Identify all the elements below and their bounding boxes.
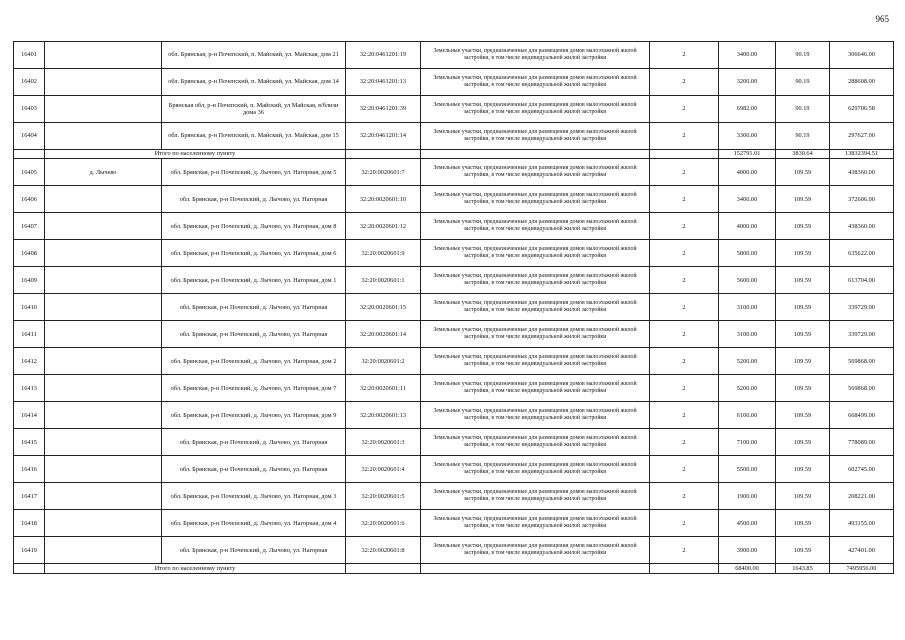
cadastral-value-cell: 629706.58 <box>830 96 894 123</box>
address-cell: обл. Брянская, р-н Почепский, п. Майский, ул. Майская, дом 14 <box>162 69 346 96</box>
settlement-cell <box>45 186 162 213</box>
row-number-cell: 16404 <box>14 123 45 150</box>
row-number-cell: 16405 <box>14 159 45 186</box>
settlement-cell <box>45 42 162 69</box>
subtotal-empty-cell <box>650 150 719 159</box>
cadastral-value-cell: 668499.00 <box>830 402 894 429</box>
cadastral-value-cell: 306646.00 <box>830 42 894 69</box>
address-cell: обл. Брянская, р-н Почепский, д. Лычово, ул. Нагорная, дом 1 <box>162 267 346 294</box>
rate-cell: 90.19 <box>776 123 830 150</box>
category-code-cell: 2 <box>650 96 719 123</box>
cadastral-value-cell: 778089.00 <box>830 429 894 456</box>
cadastral-number-cell: 32:20:0020601:11 <box>346 375 421 402</box>
rate-cell: 109.59 <box>776 186 830 213</box>
cadastral-number-cell: 32:20:0020601:3 <box>346 429 421 456</box>
table-row <box>14 96 894 123</box>
cadastral-number-cell: 32:20:0020601:13 <box>346 402 421 429</box>
settlement-cell <box>45 483 162 510</box>
row-number-cell: 16419 <box>14 537 45 564</box>
table-row <box>14 159 894 186</box>
area-cell: 5800.00 <box>719 240 776 267</box>
land-purpose-cell: Земельные участки, предназначенные для размещения домов малоэтажной жилой застройки, в том числе индивидуальной жилой застройки <box>421 123 650 150</box>
row-number-cell: 16406 <box>14 186 45 213</box>
area-cell: 5200.00 <box>719 375 776 402</box>
cadastral-value-cell: 602745.00 <box>830 456 894 483</box>
address-cell: обл. Брянская, р-н Почепский, д. Лычово, ул. Нагорная, дом 7 <box>162 375 346 402</box>
cadastral-value-cell: 493155.00 <box>830 510 894 537</box>
land-purpose-cell: Земельные участки, предназначенные для размещения домов малоэтажной жилой застройки, в том числе индивидуальной жилой застройки <box>421 186 650 213</box>
area-cell: 4500.00 <box>719 510 776 537</box>
land-purpose-cell: Земельные участки, предназначенные для размещения домов малоэтажной жилой застройки, в том числе индивидуальной жилой застройки <box>421 159 650 186</box>
rate-cell: 109.59 <box>776 537 830 564</box>
land-purpose-cell: Земельные участки, предназначенные для размещения домов малоэтажной жилой застройки, в том числе индивидуальной жилой застройки <box>421 69 650 96</box>
subtotal-spacer-cell <box>14 150 45 159</box>
category-code-cell: 2 <box>650 294 719 321</box>
rate-cell: 90.19 <box>776 42 830 69</box>
cadastral-number-cell: 32:20:0461201:39 <box>346 96 421 123</box>
table-row <box>14 375 894 402</box>
category-code-cell: 2 <box>650 375 719 402</box>
cadastral-number-cell: 32:20:0020601:15 <box>346 294 421 321</box>
subtotal-label: Итого по населенному пункту <box>45 564 346 573</box>
row-number-cell: 16418 <box>14 510 45 537</box>
category-code-cell: 2 <box>650 69 719 96</box>
rate-cell: 90.19 <box>776 69 830 96</box>
table-row <box>14 348 894 375</box>
rate-cell: 109.59 <box>776 348 830 375</box>
category-code-cell: 2 <box>650 429 719 456</box>
subtotal-row <box>14 150 894 159</box>
area-cell: 3400.00 <box>719 186 776 213</box>
rate-cell: 109.59 <box>776 483 830 510</box>
area-cell: 7100.00 <box>719 429 776 456</box>
area-cell: 3100.00 <box>719 321 776 348</box>
rate-cell: 109.59 <box>776 240 830 267</box>
area-cell: 5500.00 <box>719 456 776 483</box>
table-row <box>14 213 894 240</box>
rate-cell: 109.59 <box>776 159 830 186</box>
table-row <box>14 537 894 564</box>
table-row <box>14 294 894 321</box>
cadastral-number-cell: 32:20:0461201:13 <box>346 69 421 96</box>
category-code-cell: 2 <box>650 321 719 348</box>
subtotal-label: Итого по населенному пункту <box>45 150 346 159</box>
subtotal-empty-cell <box>421 150 650 159</box>
category-code-cell: 2 <box>650 186 719 213</box>
land-purpose-cell: Земельные участки, предназначенные для размещения домов малоэтажной жилой застройки, в том числе индивидуальной жилой застройки <box>421 537 650 564</box>
table-row <box>14 69 894 96</box>
row-number-cell: 16416 <box>14 456 45 483</box>
rate-cell: 109.59 <box>776 267 830 294</box>
settlement-cell <box>45 510 162 537</box>
address-cell: обл. Брянская, р-н Почепский, д. Лычово, ул. Нагорная <box>162 456 346 483</box>
row-number-cell: 16402 <box>14 69 45 96</box>
address-cell: обл. Брянская, р-н Почепский, п. Майский, ул. Майская, дом 21 <box>162 42 346 69</box>
land-purpose-cell: Земельные участки, предназначенные для размещения домов малоэтажной жилой застройки, в том числе индивидуальной жилой застройки <box>421 240 650 267</box>
land-purpose-cell: Земельные участки, предназначенные для размещения домов малоэтажной жилой застройки, в том числе индивидуальной жилой застройки <box>421 456 650 483</box>
cadastral-value-cell: 438360.00 <box>830 159 894 186</box>
settlement-cell <box>45 456 162 483</box>
table-row <box>14 123 894 150</box>
category-code-cell: 2 <box>650 510 719 537</box>
settlement-cell <box>45 537 162 564</box>
address-cell: обл. Брянская, р-н Почепский, д. Лычово, ул. Нагорная <box>162 537 346 564</box>
cadastral-value-cell: 569868.00 <box>830 375 894 402</box>
category-code-cell: 2 <box>650 123 719 150</box>
subtotal-empty-cell <box>421 564 650 573</box>
category-code-cell: 2 <box>650 402 719 429</box>
cadastral-value-cell: 288608.00 <box>830 69 894 96</box>
area-cell: 6982.00 <box>719 96 776 123</box>
rate-cell: 109.59 <box>776 429 830 456</box>
land-purpose-cell: Земельные участки, предназначенные для размещения домов малоэтажной жилой застройки, в том числе индивидуальной жилой застройки <box>421 213 650 240</box>
cadastral-value-cell: 372606.00 <box>830 186 894 213</box>
settlement-cell <box>45 123 162 150</box>
row-number-cell: 16410 <box>14 294 45 321</box>
subtotal-empty-cell <box>346 150 421 159</box>
land-purpose-cell: Земельные участки, предназначенные для размещения домов малоэтажной жилой застройки, в том числе индивидуальной жилой застройки <box>421 96 650 123</box>
area-cell: 1900.00 <box>719 483 776 510</box>
area-cell: 3900.00 <box>719 537 776 564</box>
land-purpose-cell: Земельные участки, предназначенные для размещения домов малоэтажной жилой застройки, в том числе индивидуальной жилой застройки <box>421 321 650 348</box>
category-code-cell: 2 <box>650 240 719 267</box>
row-number-cell: 16401 <box>14 42 45 69</box>
category-code-cell: 2 <box>650 267 719 294</box>
rate-cell: 90.19 <box>776 96 830 123</box>
cadastral-number-cell: 32:20:0020601:9 <box>346 240 421 267</box>
area-cell: 3200.00 <box>719 69 776 96</box>
cadastral-number-cell: 32:20:0020601:12 <box>346 213 421 240</box>
address-cell: обл. Брянская, р-н Почепский, д. Лычово, ул. Нагорная <box>162 294 346 321</box>
subtotal-area: 68400.00 <box>719 564 776 573</box>
address-cell: обл. Брянская, р-н Почепский, д. Лычово, ул. Нагорная <box>162 429 346 456</box>
cadastral-value-cell: 208221.00 <box>830 483 894 510</box>
area-cell: 4000.00 <box>719 159 776 186</box>
cadastral-number-cell: 32:20:0020601:8 <box>346 537 421 564</box>
address-cell: обл. Брянская, р-н Почепский, д. Лычово, ул. Нагорная, дом 9 <box>162 402 346 429</box>
address-cell: обл. Брянская, р-н Почепский, д. Лычово, ул. Нагорная, дом 6 <box>162 240 346 267</box>
row-number-cell: 16412 <box>14 348 45 375</box>
table-row <box>14 483 894 510</box>
category-code-cell: 2 <box>650 456 719 483</box>
row-number-cell: 16407 <box>14 213 45 240</box>
category-code-cell: 2 <box>650 213 719 240</box>
settlement-cell <box>45 240 162 267</box>
subtotal-value: 7495956.00 <box>830 564 894 573</box>
rate-cell: 109.59 <box>776 510 830 537</box>
category-code-cell: 2 <box>650 348 719 375</box>
land-purpose-cell: Земельные участки, предназначенные для размещения домов малоэтажной жилой застройки, в том числе индивидуальной жилой застройки <box>421 375 650 402</box>
rate-cell: 109.59 <box>776 213 830 240</box>
land-purpose-cell: Земельные участки, предназначенные для размещения домов малоэтажной жилой застройки, в том числе индивидуальной жилой застройки <box>421 402 650 429</box>
row-number-cell: 16417 <box>14 483 45 510</box>
cadastral-number-cell: 32:20:0020601:1 <box>346 267 421 294</box>
category-code-cell: 2 <box>650 537 719 564</box>
cadastral-number-cell: 32:20:0020601:7 <box>346 159 421 186</box>
address-cell: обл. Брянская, р-н Почепский, д. Лычово, ул. Нагорная, дом 2 <box>162 348 346 375</box>
rate-cell: 109.59 <box>776 321 830 348</box>
address-cell: обл. Брянская, р-н Почепский, д. Лычово, ул. Нагорная <box>162 321 346 348</box>
settlement-cell <box>45 213 162 240</box>
subtotal-spacer-cell <box>14 564 45 573</box>
address-cell: обл. Брянская, р-н Почепский, д. Лычово, ул. Нагорная, дом 8 <box>162 213 346 240</box>
cadastral-number-cell: 32:20:0020601:2 <box>346 348 421 375</box>
cadastral-value-cell: 339729.00 <box>830 294 894 321</box>
row-number-cell: 16415 <box>14 429 45 456</box>
cadastral-number-cell: 32:20:0020601:5 <box>346 483 421 510</box>
settlement-cell <box>45 69 162 96</box>
page-number: 965 <box>875 14 889 24</box>
address-cell: обл. Брянская, р-н Почепский, п. Майский, ул. Майская, дом 15 <box>162 123 346 150</box>
rate-cell: 109.59 <box>776 375 830 402</box>
settlement-cell <box>45 294 162 321</box>
settlement-cell <box>45 429 162 456</box>
area-cell: 5200.00 <box>719 348 776 375</box>
address-cell: обл. Брянская, р-н Почепский, д. Лычово, ул. Нагорная, дом 4 <box>162 510 346 537</box>
table-row <box>14 456 894 483</box>
area-cell: 3400.00 <box>719 42 776 69</box>
settlement-cell: д. Лычево <box>45 159 162 186</box>
rate-cell: 109.59 <box>776 294 830 321</box>
area-cell: 5600.00 <box>719 267 776 294</box>
table-row <box>14 240 894 267</box>
cadastral-value-cell: 339729.00 <box>830 321 894 348</box>
subtotal-rate: 1643.85 <box>776 564 830 573</box>
row-number-cell: 16413 <box>14 375 45 402</box>
address-cell: обл. Брянская, р-н Почепский, д. Лычово, ул. Нагорная <box>162 186 346 213</box>
area-cell: 3300.00 <box>719 123 776 150</box>
subtotal-row <box>14 564 894 573</box>
row-number-cell: 16414 <box>14 402 45 429</box>
land-purpose-cell: Земельные участки, предназначенные для размещения домов малоэтажной жилой застройки, в том числе индивидуальной жилой застройки <box>421 294 650 321</box>
category-code-cell: 2 <box>650 483 719 510</box>
row-number-cell: 16408 <box>14 240 45 267</box>
cadastral-value-cell: 297627.00 <box>830 123 894 150</box>
address-cell: Брянская обл, р-н Почепский, п. Майский, ул Майская, в/близи дома 36 <box>162 96 346 123</box>
settlement-cell <box>45 348 162 375</box>
row-number-cell: 16411 <box>14 321 45 348</box>
settlement-cell <box>45 96 162 123</box>
subtotal-empty-cell <box>650 564 719 573</box>
table-row <box>14 321 894 348</box>
address-cell: обл. Брянская, р-н Почепский, д. Лычово, ул. Нагорная, дом 5 <box>162 159 346 186</box>
settlement-cell <box>45 267 162 294</box>
cadastral-value-cell: 635622.00 <box>830 240 894 267</box>
area-cell: 6100.00 <box>719 402 776 429</box>
cadastral-number-cell: 32:20:0461201:19 <box>346 42 421 69</box>
address-cell: обл. Брянская, р-н Почепский, д. Лычово, ул. Нагорная, дом 3 <box>162 483 346 510</box>
subtotal-empty-cell <box>346 564 421 573</box>
cadastral-number-cell: 32:20:0020601:10 <box>346 186 421 213</box>
category-code-cell: 2 <box>650 159 719 186</box>
settlement-cell <box>45 402 162 429</box>
row-number-cell: 16409 <box>14 267 45 294</box>
cadastral-value-cell: 569868.00 <box>830 348 894 375</box>
table-body <box>14 42 894 574</box>
table-row <box>14 267 894 294</box>
area-cell: 4000.00 <box>719 213 776 240</box>
area-cell: 3100.00 <box>719 294 776 321</box>
land-purpose-cell: Земельные участки, предназначенные для размещения домов малоэтажной жилой застройки, в том числе индивидуальной жилой застройки <box>421 267 650 294</box>
land-purpose-cell: Земельные участки, предназначенные для размещения домов малоэтажной жилой застройки, в том числе индивидуальной жилой застройки <box>421 483 650 510</box>
table-row <box>14 42 894 69</box>
row-number-cell: 16403 <box>14 96 45 123</box>
table-row <box>14 402 894 429</box>
category-code-cell: 2 <box>650 42 719 69</box>
subtotal-value: 13832394.51 <box>830 150 894 159</box>
land-purpose-cell: Земельные участки, предназначенные для размещения домов малоэтажной жилой застройки, в том числе индивидуальной жилой застройки <box>421 42 650 69</box>
subtotal-area: 152791.01 <box>719 150 776 159</box>
land-purpose-cell: Земельные участки, предназначенные для размещения домов малоэтажной жилой застройки, в том числе индивидуальной жилой застройки <box>421 429 650 456</box>
land-purpose-cell: Земельные участки, предназначенные для размещения домов малоэтажной жилой застройки, в том числе индивидуальной жилой застройки <box>421 348 650 375</box>
cadastral-value-cell: 613704.00 <box>830 267 894 294</box>
cadastral-value-cell: 438360.00 <box>830 213 894 240</box>
table-row <box>14 429 894 456</box>
land-purpose-cell: Земельные участки, предназначенные для размещения домов малоэтажной жилой застройки, в том числе индивидуальной жилой застройки <box>421 510 650 537</box>
cadastral-number-cell: 32:20:0020601:14 <box>346 321 421 348</box>
cadastral-number-cell: 32:20:0461201:14 <box>346 123 421 150</box>
table-row <box>14 510 894 537</box>
table-row <box>14 186 894 213</box>
settlement-cell <box>45 375 162 402</box>
rate-cell: 109.59 <box>776 402 830 429</box>
settlement-cell <box>45 321 162 348</box>
subtotal-rate: 3830.64 <box>776 150 830 159</box>
cadastral-value-cell: 427401.00 <box>830 537 894 564</box>
land-registry-table <box>13 41 894 574</box>
cadastral-number-cell: 32:20:0020601:6 <box>346 510 421 537</box>
cadastral-number-cell: 32:20:0020601:4 <box>346 456 421 483</box>
rate-cell: 109.59 <box>776 456 830 483</box>
